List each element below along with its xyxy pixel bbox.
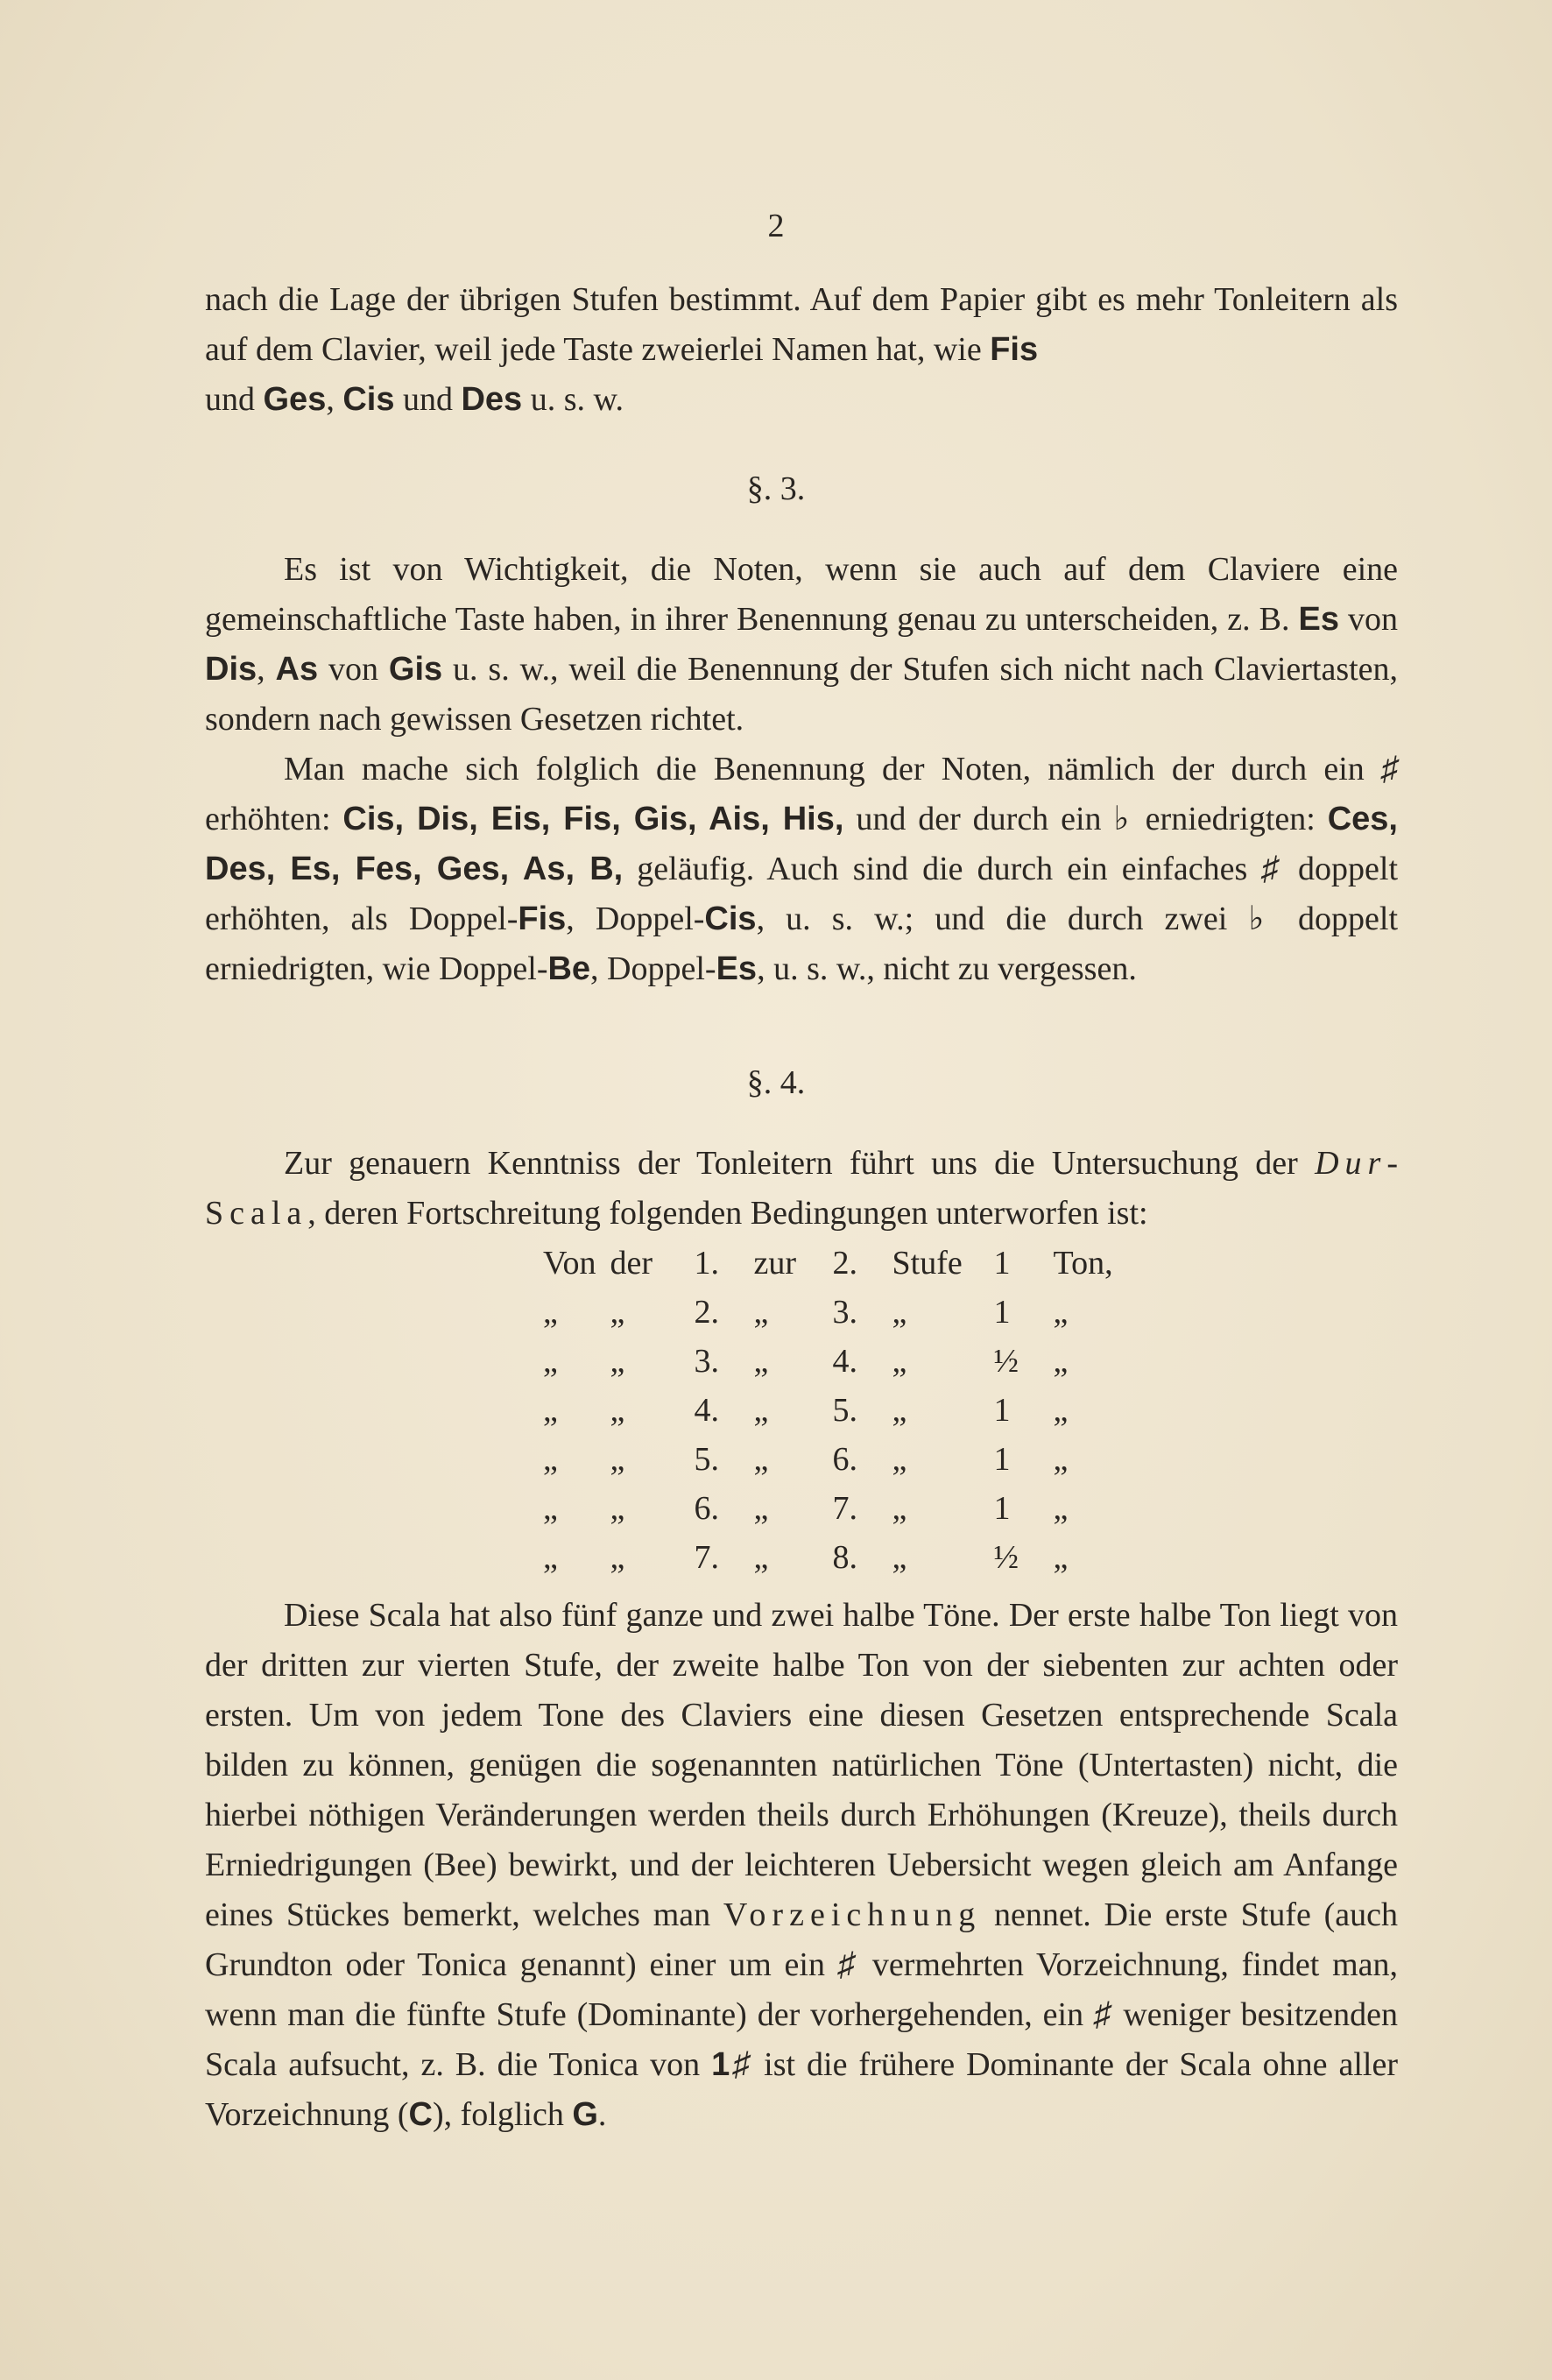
step-label-der: „ — [610, 1490, 625, 1527]
section-4-body — [205, 1591, 1398, 2140]
scale-step-row — [536, 1484, 1139, 1533]
step-label-der: der — [610, 1245, 653, 1282]
step-from: 3. — [694, 1343, 720, 1380]
step-label-zur: zur — [753, 1245, 797, 1282]
step-label-der: „ — [610, 1392, 625, 1429]
step-interval: ½ — [993, 1343, 1019, 1380]
note-g: G — [572, 2096, 598, 2133]
step-interval: 1 — [993, 1490, 1011, 1527]
step-from: 4. — [694, 1392, 720, 1429]
intro-paragraph — [205, 275, 1398, 425]
sharp-icon: ♯ — [1261, 851, 1284, 887]
step-label-zur: „ — [753, 1343, 769, 1380]
section-4-paragraph-2: Diese Scala hat also fünf ganze und zwei halbe Töne. Der erste halbe Ton liegt von der dritten zur vierten Stufe, der zweite halbe Ton von der siebenten zur achten oder ersten. Um von jedem Tone des Claviers eine diesen Gesetzen entsprechende Scala bilden zu können, genügen die sogenannten natürlichen Töne (Untertasten) nicht, die hierbei nöthigen Veränderungen werden theils durch Erhöhungen (Kreuze), theils durch Erniedrigungen (Bee) bewirkt, und der leichteren Uebersicht wegen gleich am Anfange eines Stückes bemerkt, welches man Vorzeichnung nennet. Die erste Stufe (auch Grundton oder Tonica genannt) einer um ein ♯ vermehrten Vorzeichnung, findet man, wenn man die fünfte Stufe (Dominante) der vorhergehenden, ein ♯ weniger besitzenden Scala aufsucht, z. B. die Tonica von 1♯ ist die frühere Dominante der Scala ohne aller Vorzeichnung (C), folglich G. — [205, 1597, 1399, 2133]
note-fis: Fis — [990, 331, 1039, 368]
step-interval: 1 — [993, 1441, 1011, 1478]
note-cis: Cis — [704, 900, 757, 937]
note-dis: Dis — [205, 651, 257, 688]
step-unit: „ — [1053, 1539, 1069, 1576]
note-es: Es — [716, 950, 758, 987]
section-3-heading: §. 3. — [746, 470, 806, 507]
step-interval: ½ — [993, 1539, 1019, 1576]
step-label-stufe: „ — [892, 1294, 907, 1331]
step-label-zur: „ — [753, 1441, 769, 1478]
step-unit: „ — [1053, 1294, 1069, 1331]
note-gis: Gis — [388, 651, 443, 688]
note-es: Es — [1298, 601, 1339, 638]
step-interval: 1 — [993, 1392, 1011, 1429]
note-as: As — [275, 651, 319, 688]
step-label-von: „ — [543, 1490, 558, 1527]
section-4-paragraph-1: Zur genauern Kenntniss der Tonleitern führt uns die Untersuchung der Dur-Scala, deren Fortschreitung folgenden Bedingungen unterworfen ist: — [205, 1145, 1398, 1232]
step-label-stufe: „ — [892, 1343, 907, 1380]
dur-word: Dur — [1315, 1145, 1387, 1182]
scale-step-row — [536, 1288, 1139, 1337]
step-label-von: „ — [543, 1343, 558, 1380]
step-label-von: „ — [543, 1392, 558, 1429]
step-label-der: „ — [610, 1294, 625, 1331]
scala-word: Scala — [205, 1195, 308, 1232]
note-des: Des — [461, 381, 523, 418]
scale-step-row — [536, 1337, 1139, 1386]
step-unit: Ton, — [1053, 1245, 1113, 1282]
sharp-notes-list: Cis, Dis, Eis, Fis, Gis, Ais, His, — [342, 801, 844, 837]
step-label-von: Von — [543, 1245, 596, 1282]
flat-notes-list: Ces, Des, Es, Fes, Ges, As, B, — [205, 801, 1398, 887]
flat-icon: ♭ — [1113, 801, 1133, 837]
step-label-der: „ — [610, 1441, 625, 1478]
sharp-icon: ♯ — [1094, 1996, 1113, 2033]
step-label-stufe: Stufe — [892, 1245, 963, 1282]
step-label-zur: „ — [753, 1392, 769, 1429]
step-label-von: „ — [543, 1441, 558, 1478]
step-from: 2. — [694, 1294, 720, 1331]
scale-step-row — [536, 1239, 1139, 1288]
section-4-heading: §. 4. — [746, 1064, 806, 1101]
scale-step-row — [536, 1533, 1139, 1582]
note-be: Be — [547, 950, 591, 987]
step-to: 8. — [832, 1539, 858, 1576]
flat-icon: ♭ — [1248, 900, 1277, 937]
scale-step-row — [536, 1386, 1139, 1435]
scale-steps-table — [536, 1239, 1139, 1582]
step-to: 6. — [832, 1441, 858, 1478]
step-label-zur: „ — [753, 1490, 769, 1527]
one-sharp-count: 1 — [711, 2046, 730, 2083]
page-number: 2 — [767, 208, 785, 244]
step-interval: 1 — [993, 1245, 1011, 1282]
intro-text: nach die Lage der übrigen Stufen bestimmt. Auf dem Papier gibt es mehr Tonleitern als auf dem Clavier, weil jede Taste zweierlei Namen hat, wie Fis und Ges, Cis und Des u. s. w. — [205, 281, 1398, 418]
section-3-paragraph-1: Es ist von Wichtigkeit, die Noten, wenn sie auch auf dem Claviere eine gemeinschaftliche Taste haben, in ihrer Benennung genau zu unterscheiden, z. B. Es von Dis, As von Gis u. s. w., weil die Benennung der Stufen sich nicht nach Claviertasten, sondern nach gewissen Gesetzen richtet. — [205, 551, 1399, 738]
step-to: 2. — [832, 1245, 858, 1282]
note-cis: Cis — [342, 381, 395, 418]
section-3-body — [205, 545, 1398, 994]
step-label-stufe: „ — [892, 1441, 907, 1478]
section-4-intro — [205, 1139, 1398, 1239]
sharp-icon: ♯ — [1381, 751, 1398, 787]
step-label-der: „ — [610, 1539, 625, 1576]
step-label-der: „ — [610, 1343, 625, 1380]
sharp-icon: ♯ — [837, 1946, 860, 1983]
note-ges: Ges — [263, 381, 327, 418]
step-from: 1. — [694, 1245, 720, 1282]
step-to: 3. — [832, 1294, 858, 1331]
sharp-icon: ♯ — [730, 2046, 753, 2083]
step-label-von: „ — [543, 1294, 558, 1331]
step-from: 7. — [694, 1539, 720, 1576]
step-label-stufe: „ — [892, 1539, 907, 1576]
step-label-stufe: „ — [892, 1490, 907, 1527]
step-from: 5. — [694, 1441, 720, 1478]
step-interval: 1 — [993, 1294, 1011, 1331]
step-from: 6. — [694, 1490, 720, 1527]
step-unit: „ — [1053, 1441, 1069, 1478]
step-label-stufe: „ — [892, 1392, 907, 1429]
step-to: 7. — [832, 1490, 858, 1527]
note-fis: Fis — [518, 900, 567, 937]
step-to: 4. — [832, 1343, 858, 1380]
step-label-zur: „ — [753, 1294, 769, 1331]
step-label-zur: „ — [753, 1539, 769, 1576]
step-unit: „ — [1053, 1392, 1069, 1429]
note-c: C — [408, 2096, 433, 2133]
step-unit: „ — [1053, 1490, 1069, 1527]
step-unit: „ — [1053, 1343, 1069, 1380]
step-label-von: „ — [543, 1539, 558, 1576]
scale-step-row — [536, 1435, 1139, 1484]
step-to: 5. — [832, 1392, 858, 1429]
vorzeichnung-word: Vorzeichnung — [723, 1896, 982, 1933]
section-3-paragraph-2: Man mache sich folglich die Benennung der Noten, nämlich der durch ein ♯ erhöhten: Cis, Dis, Eis, Fis, Gis, Ais, His, und der durch ein ♭ erniedrigten: Ces, Des, Es, Fes, Ges, As, B, geläufig. Auch sind die durch ein einfaches ♯ doppelt erhöhten, als Doppel-Fis, Doppel-Cis, u. s. w.; und die durch zwei ♭ doppelt erniedrigten, wie Doppel-Be, Doppel-Es, u. s. w., nicht zu vergessen. — [205, 751, 1399, 987]
